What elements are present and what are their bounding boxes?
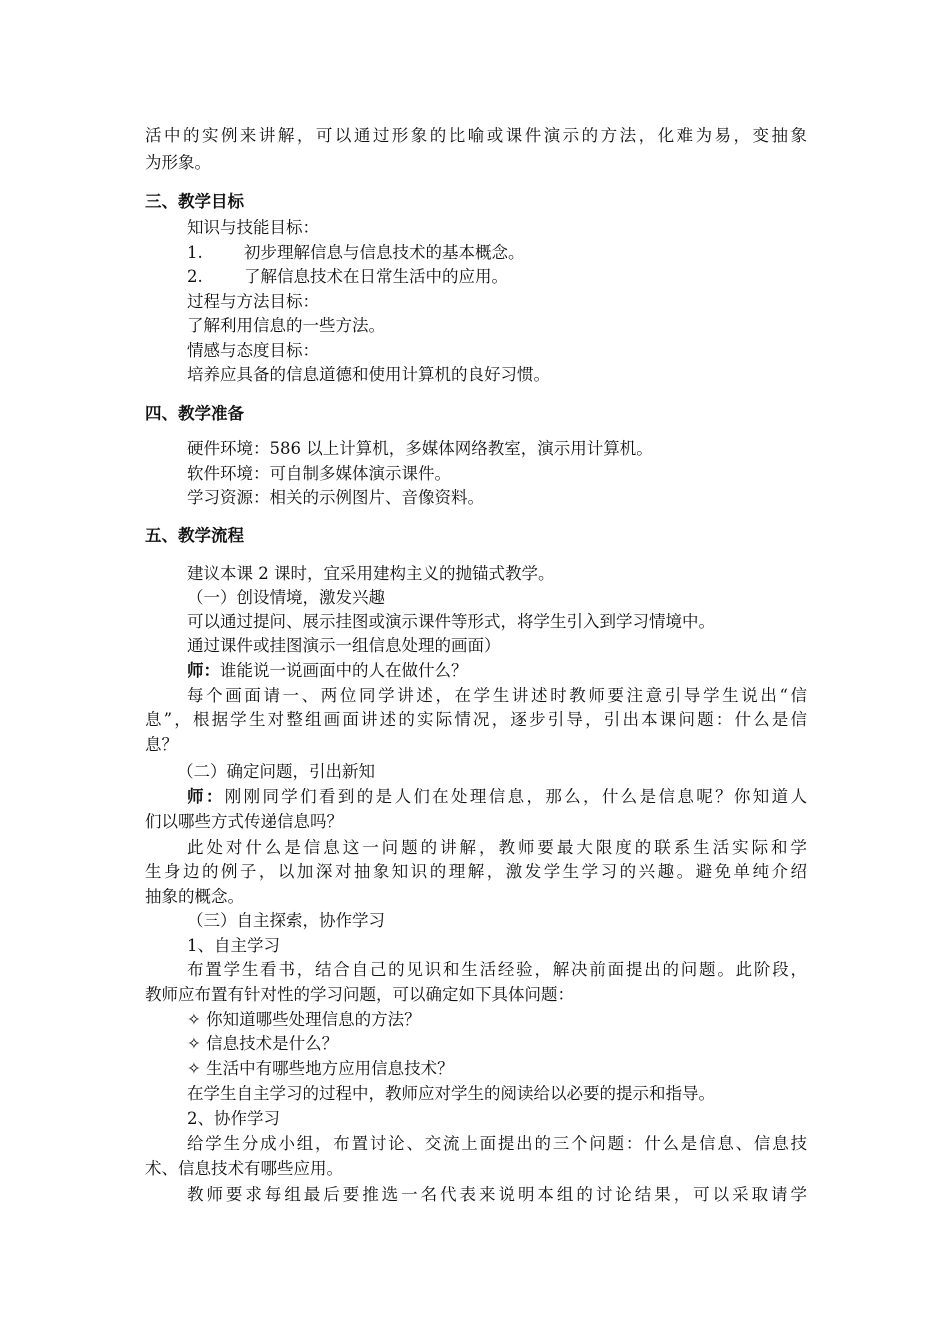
paragraph-2-line-2: 生身边的例子，以加深对抽象知识的理解，激发学生学习的兴趣。避免单纯介绍 [145,862,807,881]
software-environment: 软件环境：可自制多媒体演示课件。 [187,464,451,483]
paragraph-6-line-1: 教师要求每组最后要推选一名代表来说明本组的讨论结果，可以采取请学 [187,1185,807,1204]
intro-line-2: 为形象。 [145,153,211,172]
paragraph-1-line-1: 每个画面请一、两位同学讲述，在学生讲述时教师要注意引导学生说出“信 [187,686,807,705]
subsection-2-title: 2、协作学习 [187,1109,280,1128]
paragraph-4: 在学生自主学习的过程中，教师应对学生的阅读给以必要的提示和指导。 [187,1084,715,1103]
bullet-star-icon: ✧ [187,1059,201,1078]
knowledge-goal-label: 知识与技能目标： [187,218,319,237]
paragraph-3-line-1: 布置学生看书，结合自己的见识和生活经验，解决前面提出的问题。此阶段， [187,960,807,979]
goal-item-1-text: 初步理解信息与信息技术的基本概念。 [244,243,525,262]
part-3-title: （三）自主探索，协作学习 [187,911,385,930]
hardware-environment: 硬件环境：586 以上计算机，多媒体网络教室，演示用计算机。 [187,439,653,458]
teacher-question-2-line-1 [187,785,807,809]
part-2-title: （二）确定问题，引出新知 [177,762,375,781]
teacher-question-1-text: 谁能说一说画面中的人在做什么？ [220,661,468,680]
teacher-question-2-line-2: 们以哪些方式传递信息吗？ [145,812,343,831]
paragraph-1-line-3: 息？ [145,735,178,754]
emotion-goal-text: 培养应具备的信息道德和使用计算机的良好习惯。 [187,365,550,384]
teacher-label-2: 师： [187,787,225,806]
teacher-label: 师： [187,661,220,680]
subsection-1-title: 1、自主学习 [187,936,280,955]
learning-resources: 学习资源：相关的示例图片、音像资料。 [187,488,484,507]
intro-line-1: 活中的实例来讲解，可以通过形象的比喻或课件演示的方法，化难为易，变抽象 [145,126,807,145]
paragraph-2-line-1: 此处对什么是信息这一问题的讲解，教师要最大限度的联系生活实际和学 [187,838,807,857]
question-list-item-1 [187,1008,421,1032]
paragraph-5-line-2: 术、信息技术有哪些应用。 [145,1159,343,1178]
paragraph-5-line-1: 给学生分成小组，布置讨论、交流上面提出的三个问题：什么是信息、信息技 [187,1134,807,1153]
process-goal-label: 过程与方法目标： [187,292,319,311]
section-5-title: 五、教学流程 [145,526,244,545]
part-1-line-1: 可以通过提问、展示挂图或演示课件等形式，将学生引入到学习情境中。 [187,612,715,631]
question-list-item-3 [187,1057,454,1081]
paragraph-2-line-3: 抽象的概念。 [145,887,244,906]
goal-item-1-number: 1. [187,243,203,262]
question-1-text: 你知道哪些处理信息的方法？ [206,1010,421,1029]
goal-item-2-text: 了解信息技术在日常生活中的应用。 [244,267,508,286]
part-1-title: （一）创设情境，激发兴趣 [187,588,385,607]
teacher-question-2-text: 刚刚同学们看到的是人们在处理信息，那么，什么是信息呢？你知道人 [224,787,807,806]
section-3-title: 三、教学目标 [145,192,244,211]
paragraph-1-line-2: 息”，根据学生对整组画面讲述的实际情况，逐步引导，引出本课问题：什么是信 [145,710,807,729]
question-2-text: 信息技术是什么？ [206,1034,339,1053]
teacher-question-1 [187,659,468,683]
part-1-line-2: 通过课件或挂图演示一组信息处理的画面） [187,636,501,655]
bullet-star-icon: ✧ [187,1010,201,1029]
lesson-suggestion: 建议本课 2 课时，宜采用建构主义的抛锚式教学。 [187,564,555,583]
question-list-item-2 [187,1032,338,1056]
bullet-star-icon: ✧ [187,1034,201,1053]
goal-item-2-number: 2. [187,267,203,286]
emotion-goal-label: 情感与态度目标： [187,341,319,360]
question-3-text: 生活中有哪些地方应用信息技术？ [206,1059,454,1078]
process-goal-text: 了解利用信息的一些方法。 [187,316,385,335]
section-4-title: 四、教学准备 [145,404,244,423]
paragraph-3-line-2: 教师应布置有针对性的学习问题，可以确定如下具体问题： [145,985,574,1004]
